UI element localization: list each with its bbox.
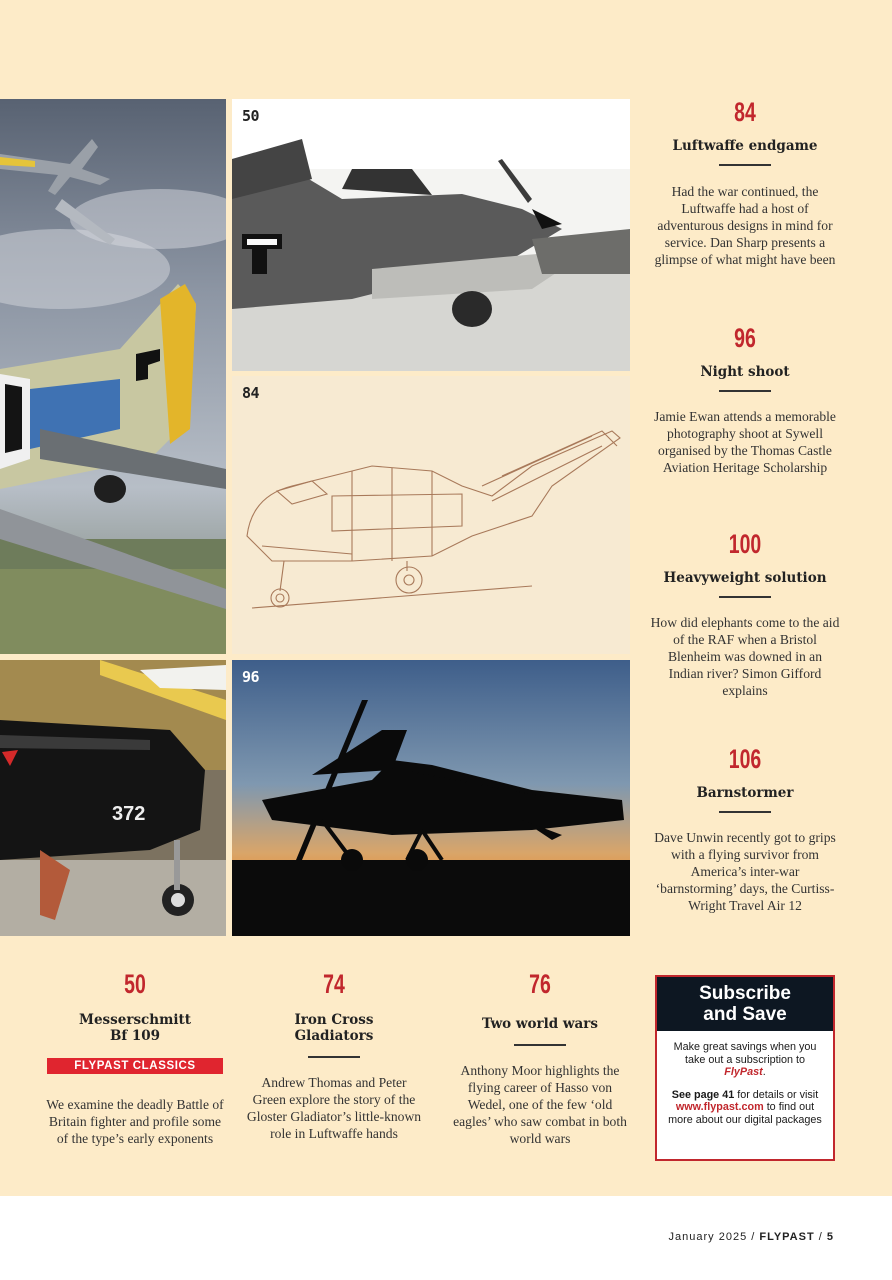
- article-number: 106: [728, 744, 762, 774]
- see-page-link[interactable]: See page 41: [671, 1088, 735, 1101]
- flypast-classics-badge: FLYPAST CLASSICS: [47, 1058, 223, 1074]
- article-summary: Anthony Moor highlights the flying career of Hasso von Wedel, one of the few ‘old eagles’ who saw combat in both world wars: [453, 1062, 627, 1147]
- article-100[interactable]: [650, 528, 840, 700]
- article-summary: Andrew Thomas and Peter Green explore the story of the Gloster Gladiator’s little-known role in Luftwaffe hands: [246, 1074, 422, 1142]
- photo-84-drawing: [232, 376, 630, 654]
- divider: [719, 811, 771, 813]
- photo-50-bf109: [232, 99, 630, 371]
- brand-name: FlyPast: [724, 1066, 763, 1078]
- article-summary: Jamie Ewan attends a memorable photography shoot at Sywell organised by the Thomas Castle Aviation Heritage Scholarship: [654, 408, 836, 476]
- divider: [308, 1056, 360, 1058]
- subscribe-heading-line1: Subscribe: [699, 983, 791, 1004]
- article-number: 96: [734, 323, 756, 353]
- divider: [719, 164, 771, 166]
- article-74[interactable]: [246, 968, 422, 1142]
- article-summary: Had the war continued, the Luftwaffe had a host of adventurous designs in mind for service. Dan Sharp presents a glimpse of what might have been: [654, 183, 836, 268]
- photo-number-96: 96: [242, 668, 260, 686]
- article-number: 50: [124, 969, 146, 999]
- separator: /: [751, 1231, 756, 1243]
- article-title: Two world wars: [482, 1016, 598, 1032]
- article-title: Iron Cross Gladiators: [294, 1012, 374, 1044]
- article-number: 84: [734, 97, 756, 127]
- article-84[interactable]: [650, 96, 840, 269]
- subscribe-heading: [657, 977, 833, 1031]
- article-title: Barnstormer: [696, 785, 794, 801]
- punctuation: .: [762, 1066, 766, 1078]
- page-footer: [669, 1231, 834, 1243]
- divider: [719, 596, 771, 598]
- divider: [719, 390, 771, 392]
- photo-96-sunset: [232, 660, 630, 936]
- article-summary: Dave Unwin recently got to grips with a flying survivor from America’s inter-war ‘barnstorming’ days, the Curtiss-Wright Travel Air 12: [654, 829, 836, 914]
- article-title: Night shoot: [700, 364, 790, 380]
- subscribe-box[interactable]: [655, 975, 835, 1161]
- magazine-name: FLYPAST: [759, 1231, 815, 1243]
- subscribe-offer-text: Make great savings when you take out a subscription to: [673, 1041, 817, 1066]
- separator: /: [818, 1231, 823, 1243]
- page-number: 5: [826, 1231, 834, 1243]
- article-96[interactable]: [650, 322, 840, 476]
- photo-number-84: 84: [242, 384, 260, 402]
- subscribe-details-text2: to find out more about our digital packages: [668, 1101, 822, 1126]
- photo-hangar-jet: [0, 660, 226, 936]
- article-number: 74: [323, 969, 345, 999]
- aircraft-code: 372: [112, 803, 146, 825]
- photo-flying-fighters: [0, 99, 226, 654]
- article-76[interactable]: [452, 968, 628, 1148]
- article-title: Messerschmitt Bf 109: [79, 1012, 191, 1044]
- subscribe-heading-line2: and Save: [703, 1004, 787, 1025]
- subscribe-offer: [657, 1031, 833, 1079]
- issue-date: January 2025: [668, 1231, 748, 1243]
- divider: [514, 1044, 566, 1046]
- article-summary: We examine the deadly Battle of Britain fighter and profile some of the type’s early exponents: [46, 1097, 224, 1147]
- article-summary: How did elephants come to the aid of the RAF when a Bristol Blenheim was downed in an Indian river? Simon Gifford explains: [650, 614, 840, 699]
- article-title: Luftwaffe endgame: [672, 138, 818, 154]
- photo-number-50: 50: [242, 107, 260, 125]
- article-title: Heavyweight solution: [663, 570, 827, 586]
- subscribe-details-text: for details or visit: [737, 1088, 819, 1101]
- article-number: 100: [728, 529, 762, 559]
- article-106[interactable]: [650, 743, 840, 915]
- article-50[interactable]: [44, 968, 226, 1148]
- article-number: 76: [529, 969, 551, 999]
- subscribe-details: [657, 1079, 833, 1127]
- website-link[interactable]: www.flypast.com: [675, 1101, 764, 1113]
